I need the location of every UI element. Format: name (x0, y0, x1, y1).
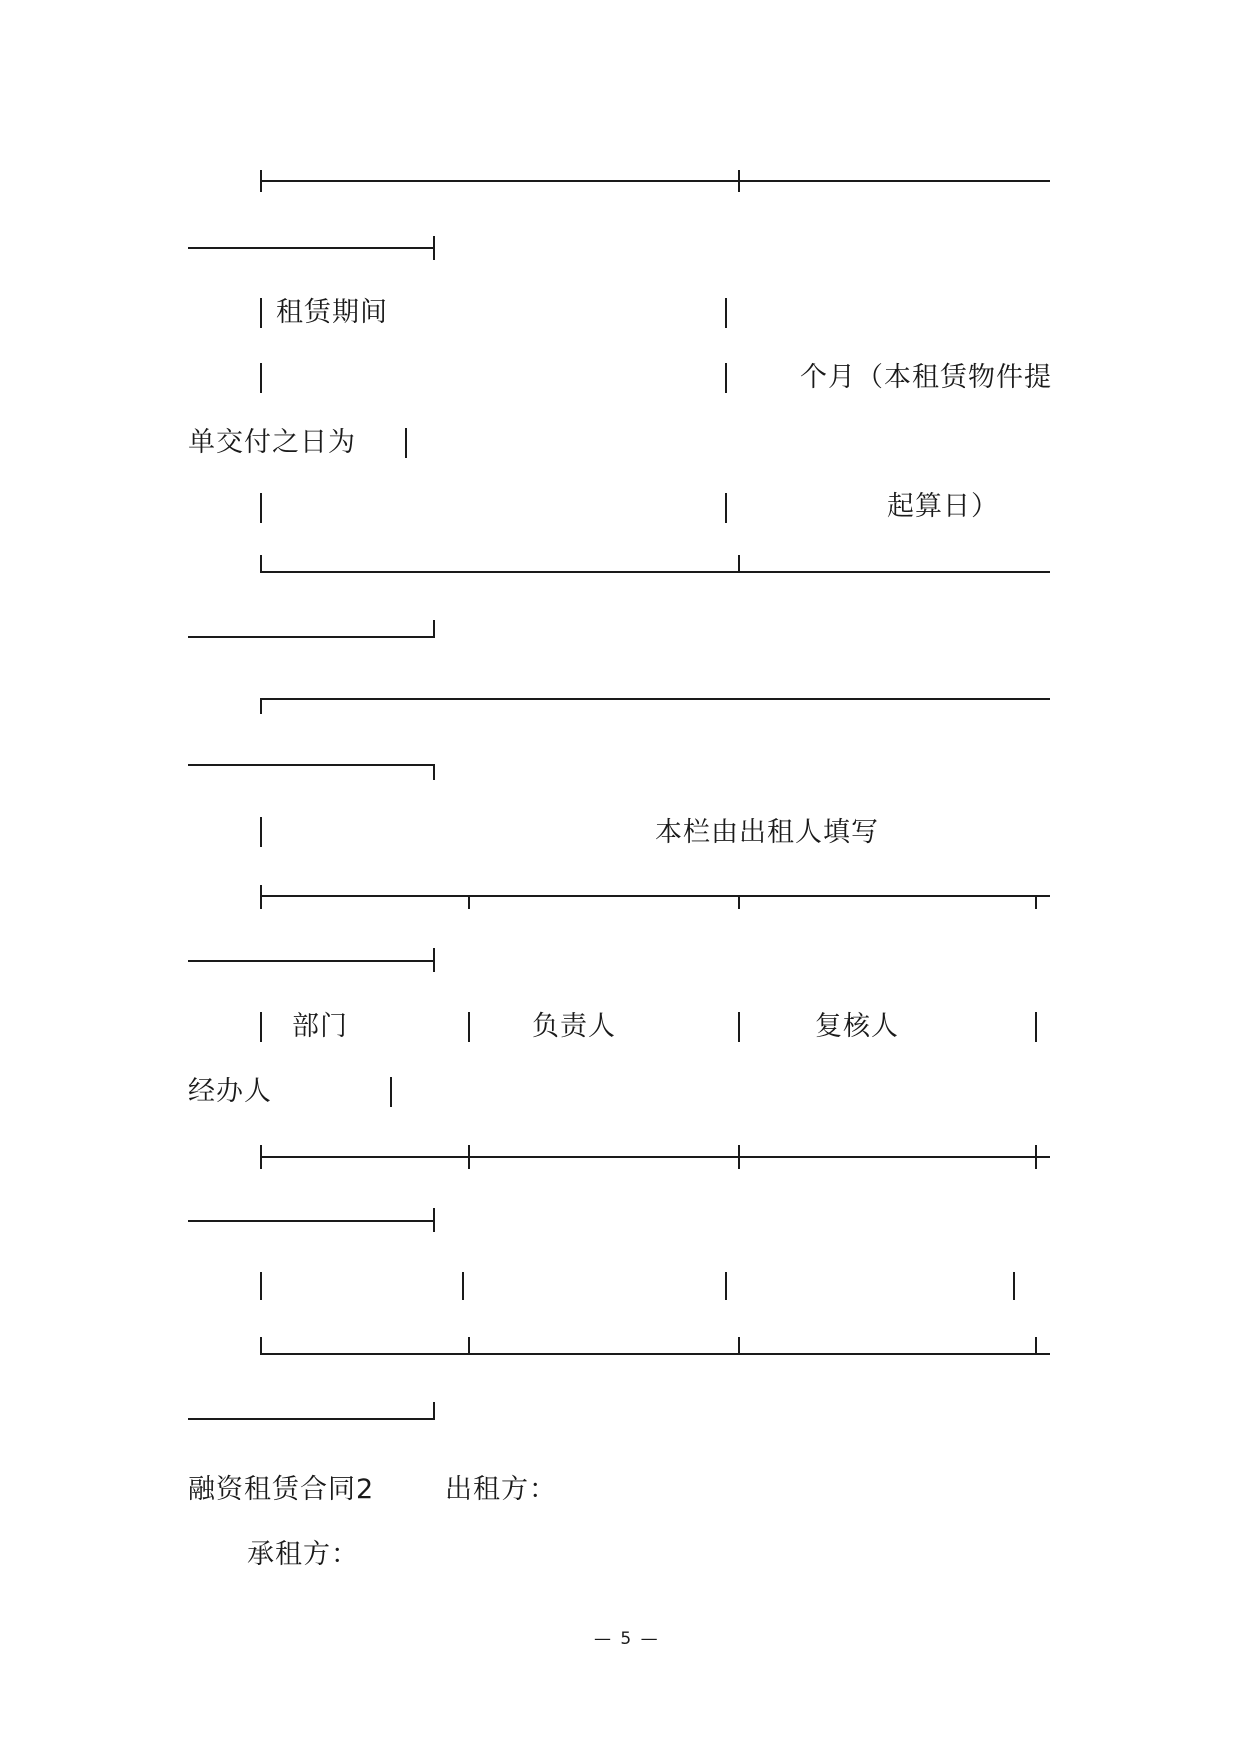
table-border (260, 180, 1050, 182)
table-border (260, 363, 262, 393)
table-border (725, 298, 727, 328)
table-border (1013, 1272, 1015, 1300)
lessee-label: 承租方： (247, 1539, 359, 1570)
table-border (260, 1353, 1050, 1355)
page-number: — 5 — (594, 1629, 660, 1649)
table-border (433, 1402, 435, 1420)
table-border (260, 1272, 262, 1300)
table-border (468, 1337, 470, 1355)
table-border (462, 1272, 464, 1300)
table-border (433, 236, 435, 260)
table-border (405, 428, 407, 458)
table-border (468, 1012, 470, 1042)
table-border (260, 493, 262, 523)
table-border (188, 636, 435, 638)
table-border (1035, 1337, 1037, 1355)
column-header-person-in-charge: 负责人 (532, 1011, 616, 1042)
table-header: 本栏由出租人填写 (655, 817, 879, 848)
table-border (738, 170, 740, 192)
table-border (1035, 1145, 1037, 1169)
table-border (468, 895, 470, 909)
lease-period-value-line1: 个月（本租赁物件提 (800, 362, 1052, 393)
table-border (260, 1156, 1050, 1158)
table-border (390, 1077, 392, 1107)
table-border (468, 1145, 470, 1169)
table-border (188, 960, 435, 962)
table-border (260, 1012, 262, 1042)
table-border (738, 1012, 740, 1042)
table-border (433, 1208, 435, 1232)
lease-period-value-line3: 起算日） (887, 491, 999, 522)
column-header-reviewer: 复核人 (815, 1011, 899, 1042)
table-border (433, 948, 435, 972)
table-border (260, 895, 1050, 897)
table-border (260, 698, 262, 714)
table-border (433, 620, 435, 638)
table-border (260, 885, 262, 909)
table-border (260, 817, 262, 847)
column-header-department: 部门 (292, 1011, 348, 1042)
table-border (725, 1272, 727, 1300)
lessor-label: 出租方： (445, 1474, 557, 1505)
table-border (1035, 895, 1037, 909)
table-border (738, 895, 740, 909)
table-border (260, 298, 262, 328)
contract-title: 融资租赁合同2 (188, 1474, 375, 1505)
table-border (725, 363, 727, 393)
table-border (260, 698, 1050, 700)
table-border (188, 1418, 435, 1420)
table-border (188, 1220, 435, 1222)
table-border (738, 1337, 740, 1355)
table-border (188, 764, 435, 766)
lease-period-value-line2: 单交付之日为 (188, 427, 356, 458)
table-border (433, 764, 435, 780)
table-border (188, 247, 435, 249)
table-border (725, 493, 727, 523)
column-header-handler: 经办人 (188, 1076, 272, 1107)
table-border (738, 1145, 740, 1169)
table-border (260, 170, 262, 192)
table-border (1035, 1012, 1037, 1042)
table-border (260, 571, 1050, 573)
lease-period-label: 租赁期间 (276, 297, 388, 328)
